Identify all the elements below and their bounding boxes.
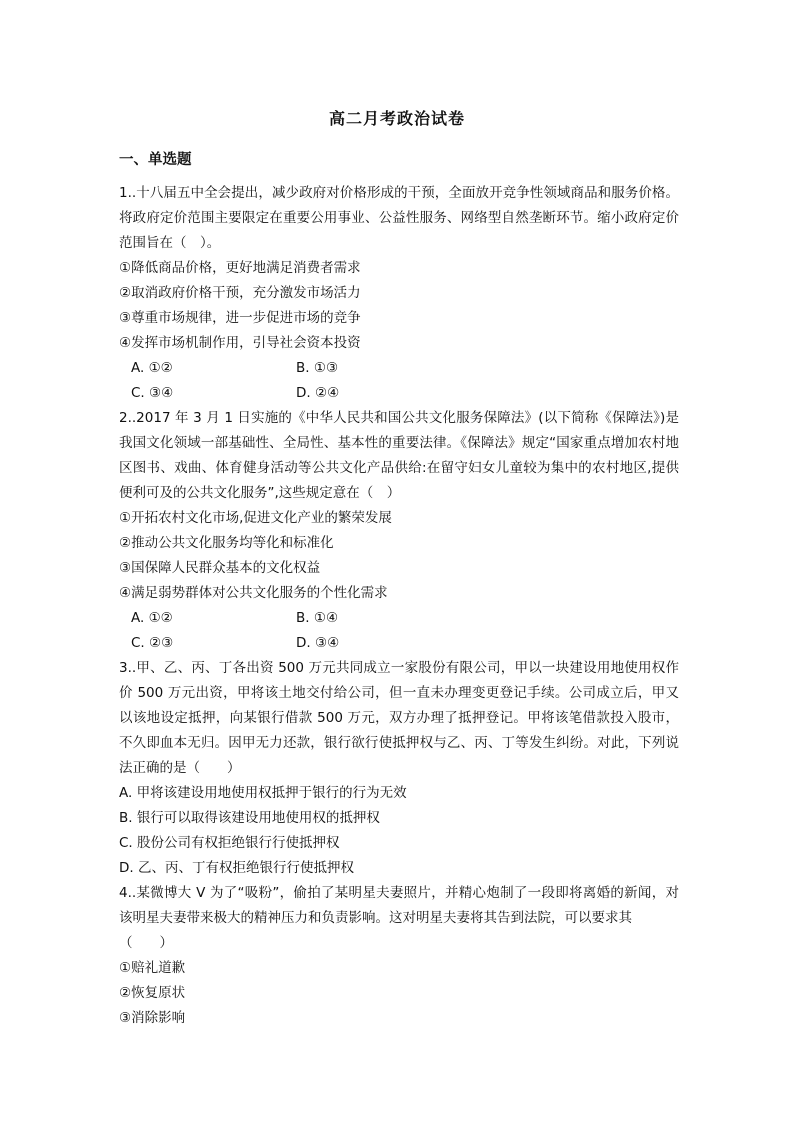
question-1-item: ④发挥市场机制作用，引导社会资本投资: [119, 335, 361, 351]
question-2-item: ③国保障人民群众基本的文化权益: [119, 560, 321, 576]
question-3-text: 3..甲、乙、丙、丁各出资 500 万元共同成立一家股份有限公司，甲以一块建设用地使用权作价 500 万元出资，甲将该土地交付给公司，但一直未办理变更登记手续。公司成立后，甲又以该地设定抵押，向某银行借款 500 万元，双方办理了抵押登记。甲将该笔借款投入股市，不久即血本无归。因甲无力还款，银行欲行使抵押权与乙、丙、丁等发生纠纷。对此，下列说法正确的是（ ）: [119, 660, 679, 776]
question-2-options-row: [119, 606, 679, 631]
question-2-options-row: [119, 631, 679, 656]
question-1-options-row: [119, 381, 679, 406]
question-4-text: 4..某微博大 V 为了“吸粉”，偷拍了某明星夫妻照片，并精心炮制了一段即将离婚的新闻，对该明星夫妻带来极大的精神压力和负责影响。这对明星夫妻将其告到法院，可以要求其: [119, 885, 679, 926]
question-1: [119, 181, 679, 406]
option-d: D. 乙、丙、丁有权拒绝银行行使抵押权: [119, 860, 354, 876]
option-c: C. ③④: [131, 385, 174, 401]
question-2-item: ②推动公共文化服务均等化和标准化: [119, 535, 334, 551]
option-b: B. ①④: [296, 610, 339, 626]
option-a: A. ①②: [131, 360, 173, 376]
question-2-text: 2..2017 年 3 月 1 日实施的《中华人民共和国公共文化服务保障法》(以下简称《保障法》)是我国文化领域一部基础性、全局性、基本性的重要法律。《保障法》规定“国家重点增加农村地区图书、戏曲、体育健身活动等公共文化产品供给:在留守妇女儿童较为集中的农村地区,提供便利可及的公共文化服务”,这些规定意在（ ）: [119, 410, 679, 501]
question-4: [119, 881, 679, 1031]
question-4-item: ①赔礼道歉: [119, 960, 186, 976]
question-2-item: ④满足弱势群体对公共文化服务的个性化需求: [119, 585, 388, 601]
option-b: B. ①③: [296, 360, 339, 376]
option-c: C. 股份公司有权拒绝银行行使抵押权: [119, 835, 340, 851]
question-4-item: ③消除影响: [119, 1010, 186, 1026]
option-c: C. ②③: [131, 635, 174, 651]
question-1-text: 1..十八届五中全会提出，减少政府对价格形成的干预，全面放开竞争性领域商品和服务价格。将政府定价范围主要限定在重要公用事业、公益性服务、网络型自然垄断环节。缩小政府定价范围旨在（ ）。: [119, 185, 679, 251]
question-list: [119, 181, 679, 1031]
option-b: B. 银行可以取得该建设用地使用权的抵押权: [119, 810, 380, 826]
section-heading: 一、单选题: [119, 152, 192, 168]
option-d: D. ②④: [296, 385, 340, 401]
question-3: [119, 656, 679, 881]
answer-blank: （ ）: [119, 935, 173, 951]
question-1-item: ③尊重市场规律，进一步促进市场的竞争: [119, 310, 361, 326]
page-title: 高二月考政治试卷: [328, 109, 465, 128]
option-a: A. 甲将该建设用地使用权抵押于银行的行为无效: [119, 785, 407, 801]
question-2-item: ①开拓农村文化市场,促进文化产业的繁荣发展: [119, 510, 392, 526]
option-a: A. ①②: [131, 610, 173, 626]
question-2: [119, 406, 679, 656]
question-1-item: ②取消政府价格干预，充分激发市场活力: [119, 285, 361, 301]
question-4-item: ②恢复原状: [119, 985, 186, 1001]
question-1-options-row: [119, 356, 679, 381]
question-1-item: ①降低商品价格，更好地满足消费者需求: [119, 260, 361, 276]
option-d: D. ③④: [296, 635, 340, 651]
